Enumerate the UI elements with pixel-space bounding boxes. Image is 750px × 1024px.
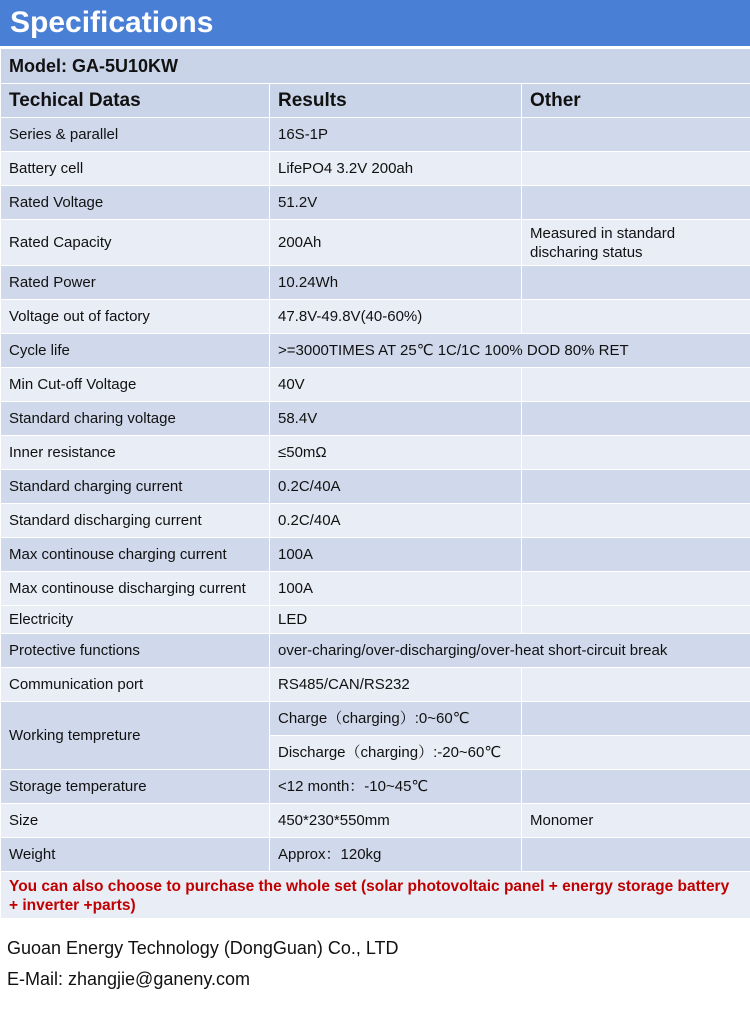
row-other <box>522 668 750 702</box>
row-value: <12 month：-10~45℃ <box>270 770 522 804</box>
row-label: Rated Capacity <box>1 220 270 266</box>
row-value: 450*230*550mm <box>270 804 522 838</box>
row-label: Voltage out of factory <box>1 300 270 334</box>
row-label: Rated Voltage <box>1 186 270 220</box>
row-other <box>522 838 750 872</box>
row-other <box>522 504 750 538</box>
model-row <box>1 49 750 84</box>
row-label: Min Cut-off Voltage <box>1 368 270 402</box>
row-value: LED <box>270 606 522 634</box>
row-other <box>522 118 750 152</box>
row-value: 16S-1P <box>270 118 522 152</box>
row-other <box>522 538 750 572</box>
specifications-table <box>0 48 750 919</box>
row-other <box>522 572 750 606</box>
row-value: RS485/CAN/RS232 <box>270 668 522 702</box>
row-other <box>522 152 750 186</box>
table-row <box>1 538 750 572</box>
table-row <box>1 152 750 186</box>
row-other <box>522 702 750 736</box>
table-row <box>1 368 750 402</box>
row-other <box>522 436 750 470</box>
column-header-spec: Techical Datas <box>1 84 270 118</box>
column-header-other: Other <box>522 84 750 118</box>
row-label: Standard charging current <box>1 470 270 504</box>
row-other <box>522 300 750 334</box>
row-value: 47.8V-49.8V(40-60%) <box>270 300 522 334</box>
table-row <box>1 770 750 804</box>
row-other <box>522 606 750 634</box>
page-title: Specifications <box>0 0 750 46</box>
row-other <box>522 770 750 804</box>
row-value: >=3000TIMES AT 25℃ 1C/1C 100% DOD 80% RET <box>270 334 750 368</box>
table-row <box>1 504 750 538</box>
table-row <box>1 572 750 606</box>
table-row <box>1 470 750 504</box>
row-other: Measured in standard discharing status <box>522 220 750 266</box>
row-label: Weight <box>1 838 270 872</box>
note-row <box>1 872 750 919</box>
row-label: Cycle life <box>1 334 270 368</box>
row-value: 200Ah <box>270 220 522 266</box>
row-label: Storage temperature <box>1 770 270 804</box>
row-other <box>522 470 750 504</box>
row-other <box>522 736 750 770</box>
table-row <box>1 220 750 266</box>
column-header-result: Results <box>270 84 522 118</box>
row-label: Protective functions <box>1 634 270 668</box>
table-row <box>1 186 750 220</box>
table-row <box>1 300 750 334</box>
row-label: Max continouse charging current <box>1 538 270 572</box>
row-label: Max continouse discharging current <box>1 572 270 606</box>
row-label: Rated Power <box>1 266 270 300</box>
table-row <box>1 634 750 668</box>
row-other <box>522 402 750 436</box>
row-other: Monomer <box>522 804 750 838</box>
contact-email: E-Mail: zhangjie@ganeny.com <box>7 969 251 989</box>
row-other <box>522 266 750 300</box>
table-row <box>1 118 750 152</box>
table-row <box>1 606 750 634</box>
table-row <box>1 668 750 702</box>
table-row <box>1 838 750 872</box>
row-value-charge: Charge（charging）:0~60℃ <box>270 702 522 736</box>
model-label: Model: GA-5U10KW <box>1 49 750 84</box>
row-other <box>522 186 750 220</box>
purchase-note: You can also choose to purchase the whole set (solar photovoltaic panel + energy storage battery + inverter +parts) <box>1 872 750 919</box>
table-row <box>1 402 750 436</box>
row-label: Working tempreture <box>1 702 270 770</box>
row-other <box>522 368 750 402</box>
table-row <box>1 702 750 736</box>
row-value: 58.4V <box>270 402 522 436</box>
row-label: Electricity <box>1 606 270 634</box>
row-value: Approx：120kg <box>270 838 522 872</box>
row-value: over-charing/over-discharging/over-heat short-circuit break <box>270 634 750 668</box>
table-row <box>1 334 750 368</box>
row-value: 100A <box>270 572 522 606</box>
table-row <box>1 436 750 470</box>
row-label: Communication port <box>1 668 270 702</box>
row-value: 40V <box>270 368 522 402</box>
table-row <box>1 266 750 300</box>
row-label: Battery cell <box>1 152 270 186</box>
row-label: Standard charing voltage <box>1 402 270 436</box>
row-value: 100A <box>270 538 522 572</box>
row-value: LifePO4 3.2V 200ah <box>270 152 522 186</box>
row-label: Series & parallel <box>1 118 270 152</box>
row-value-discharge: Discharge（charging）:-20~60℃ <box>270 736 522 770</box>
row-label: Standard discharging current <box>1 504 270 538</box>
row-value: 51.2V <box>270 186 522 220</box>
row-label: Inner resistance <box>1 436 270 470</box>
row-value: ≤50mΩ <box>270 436 522 470</box>
row-value: 0.2C/40A <box>270 504 522 538</box>
company-name: Guoan Energy Technology (DongGuan) Co., LTD <box>7 938 399 958</box>
table-row <box>1 804 750 838</box>
row-label: Size <box>1 804 270 838</box>
table-header-row <box>1 84 750 118</box>
row-value: 0.2C/40A <box>270 470 522 504</box>
row-value: 10.24Wh <box>270 266 522 300</box>
